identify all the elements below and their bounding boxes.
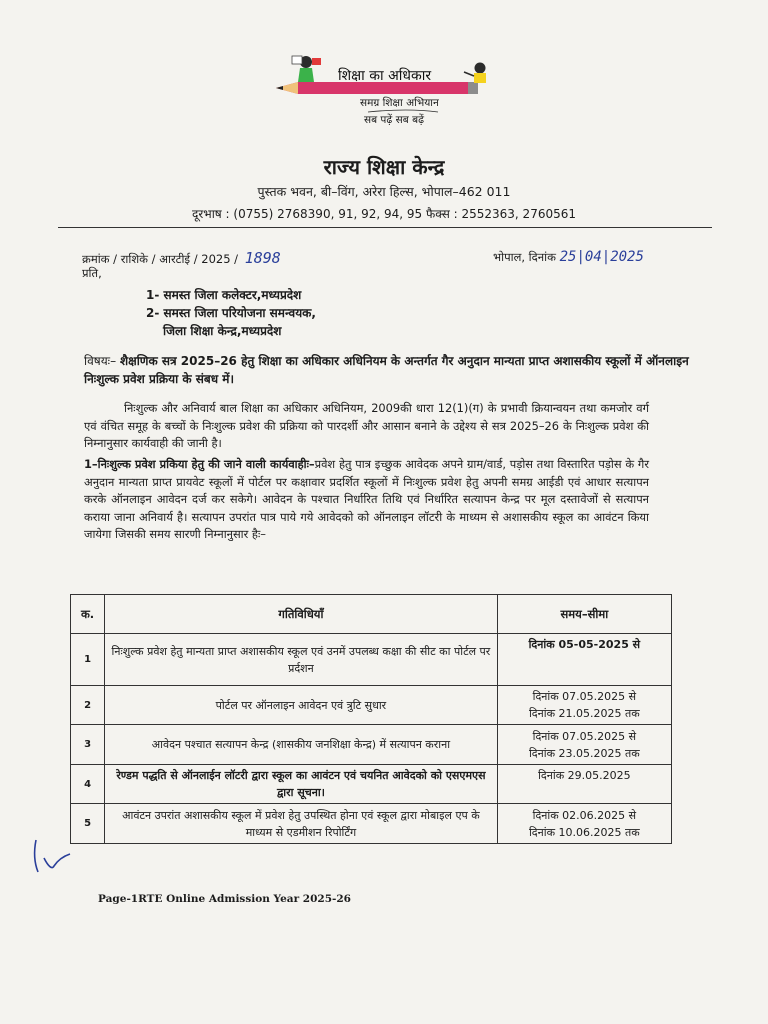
header-time-limit: समय–सीमा [497,595,671,634]
reference-number: 1898 [244,249,281,267]
subject-line [84,352,704,388]
row-serial: 3 [71,725,105,765]
signature-icon [30,836,74,876]
header-divider [58,227,712,228]
row-activity: निःशुल्क प्रवेश हेतु मान्यता प्राप्त अशासकीय स्कूल एवं उनमें उपलब्ध कक्षा की सीट का पोर्टल पर प्रर्दशन [105,634,498,686]
table-row [71,634,672,686]
table-row [71,686,672,725]
row-time [497,804,671,844]
section-text: प्रवेश हेतु पात्र इच्छुक आवेदक अपने ग्राम/वार्ड, पड़ोस तथा विस्तारित पड़ोस के गैर अनुदान मान्यता प्राप्त प्रायवेट स्कूलों में पोर्टल पर कक्षावार प्रदर्शित स्कूलों में निःशुल्क प्रवेश हेतु अपनी समग्र आईडी एवं आधार सत्यापन करके ऑनलाइन आवेदन दर्ज कर सकेगे। आवेदन के पश्चात निर्धारित तिथि एवं निर्धारित सत्यापन केन्द्र पर मूल दस्तावेजों से सत्यापन कराया जाना अनिवार्य है। सत्यापन उपरांत पात्र पाये गये आवेदको को ऑनलाइन लॉटरी के माध्यम से अशासकीय स्कूल का आवंटन किया जायेगा जिसकी समय सारणी निम्नानुसार हैः– [84,457,649,542]
reference-line [82,249,281,267]
table-row [71,804,672,844]
row-time-start: दिनांक 05-05-2025 से [528,638,641,651]
row-time-end: दिनांक 10.06.2025 तक [528,825,640,839]
table-row [71,765,672,804]
row-activity: पोर्टल पर ऑनलाइन आवेदन एवं त्रुटि सुधार [105,686,498,725]
row-serial: 1 [71,634,105,686]
row-serial: 5 [71,804,105,844]
row-serial: 4 [71,765,105,804]
header-serial: क. [71,595,105,634]
body-paragraph-2 [84,456,649,544]
row-time [497,686,671,725]
header-activities: गतिविधियॉं [105,595,498,634]
row-time-end: दिनांक 21.05.2025 तक [528,707,640,720]
body-paragraph-1: निःशुल्क और अनिवार्य बाल शिक्षा का अधिकार अधिनियम, 2009की धारा 12(1)(ग) के प्रभावी क्रियान्वयन तथा कमजोर वर्ग एवं वंचित समूह के बच्चों के निःशुल्क प्रवेश की प्रक्रिया को पारदर्शी और आसान बनाने के उद्देश्य से सत्र 2025–26 के निःशुल्क प्रवेश की निम्नानुसार कार्यवाही की जानी है। [84,401,649,451]
organization-address: पुस्तक भवन, बी–विंग, अरेरा हिल्स, भोपाल–462 011 [257,184,511,199]
row-time-start: दिनांक 29.05.2025 [538,769,631,782]
row-serial: 2 [71,686,105,725]
date-prefix: भोपाल, दिनांक [493,250,556,264]
row-time-end: दिनांक 23.05.2025 तक [528,746,640,760]
row-activity: आवेदन पश्चात सत्यापन केन्द्र (शासकीय जनशिक्षा केन्द्र) में सत्यापन कराना [105,725,498,765]
recipient-heading: प्रति, [82,266,102,280]
organization-contact: दूरभाष : (0755) 2768390, 91, 92, 94, 95 फैक्स : 2552363, 2760561 [191,207,577,221]
logo-subtitle: समग्र शिक्षा अभियान [360,97,439,109]
handwritten-date: 25|04|2025 [559,249,644,265]
subject-label: विषयः– [84,354,117,368]
row-time-start: दिनांक 07.05.2025 से [532,690,637,703]
schedule-table [70,594,672,844]
row-time-start: दिनांक 02.06.2025 से [532,808,637,822]
section-heading: 1–निःशुल्क प्रवेश प्रकिया हेतु की जाने वाली कार्यवाहीः– [84,457,315,471]
page-footer: Page-1RTE Online Admission Year 2025-26 [98,893,351,905]
reference-prefix: क्रमांक / राशिके / आरटीई / 2025 / [82,252,239,266]
organization-name: राज्य शिक्षा केन्द्र [323,155,445,179]
row-activity: आवंटन उपरांत अशासकीय स्कूल में प्रवेश हेतु उपस्थित होना एवं स्कूल द्वारा मोबाइल एप के माध्यम से एडमीशन रिपोर्टिंग [105,804,498,844]
table-header-row [71,595,672,634]
date-line [493,249,644,265]
addressee-2-line2: जिला शिक्षा केन्द्र,मध्यप्रदेश [163,324,282,338]
subject-text: शैक्षणिक सत्र 2025–26 हेतु शिक्षा का अधिकार अधिनियम के अन्तर्गत गैर अनुदान मान्यता प्राप्त अशासकीय स्कूलों में ऑनलाइन निःशुल्क प्रवेश प्रक्रिया के संबध में। [84,354,689,386]
addressee-2: 2- समस्त जिला परियोजना समन्वयक, [146,306,316,320]
addressee-1: 1- समस्त जिला कलेक्टर,मध्यप्रदेश [146,288,302,302]
logo-tagline: सब पढ़ें सब बढ़ें [364,114,424,126]
row-activity: रेण्डम पद्धति से ऑनलाईन लॉटरी द्वारा स्कूल का आवंटन एवं चयनित आवेदको को एसएमएस द्वारा सूचना। [105,765,498,804]
row-time [497,634,671,686]
logo-title: शिक्षा का अधिकार [338,68,432,84]
row-time [497,765,671,804]
table-row [71,725,672,765]
row-time-start: दिनांक 07.05.2025 से [532,729,637,743]
row-time [497,725,671,765]
